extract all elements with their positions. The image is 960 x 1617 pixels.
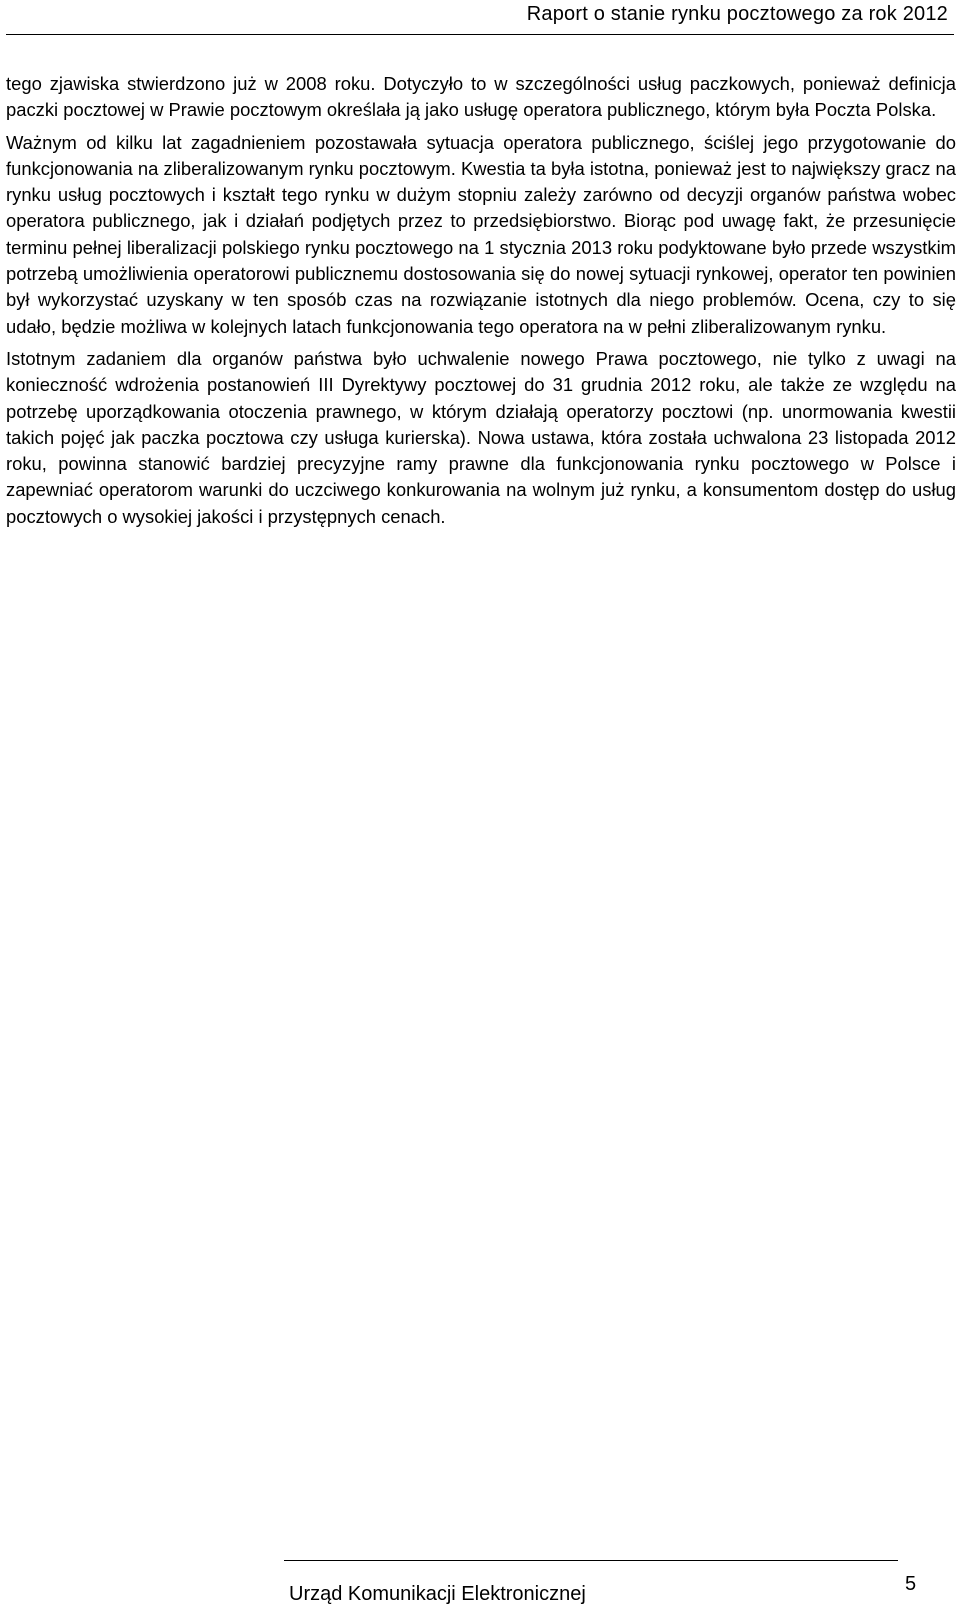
paragraph-2: Ważnym od kilku lat zagadnieniem pozostawała sytuacja operatora publicznego, ściślej jego przygotowanie do funkcjonowania na zliberalizowanym rynku pocztowym. Kwestia ta była istotna, ponieważ jest to największy gracz na rynku usług pocztowych i kształt tego rynku w dużym stopniu zależy zarówno od decyzji organów państwa wobec operatora publicznego, jak i działań podjętych przez to przedsiębiorstwo. Biorąc pod uwagę fakt, że przesunięcie terminu pełnej liberalizacji polskiego rynku pocztowego na 1 stycznia 2013 roku podyktowane było przede wszystkim potrzebą umożliwienia operatorowi publicznemu dostosowania się do nowej sytuacji rynkowej, operator ten powinien był wykorzystać uzyskany w ten sposób czas na rozwiązanie istotnych dla niego problemów. Ocena, czy to się udało, będzie możliwa w kolejnych latach funkcjonowania tego operatora na w pełni zliberalizowanym rynku. (6, 131, 956, 337)
page-footer (6, 1560, 900, 1612)
footer-organization: Urząd Komunikacji Elektronicznej (289, 1583, 586, 1605)
page-number: 5 (905, 1573, 917, 1595)
paragraph-3: Istotnym zadaniem dla organów państwa było uchwalenie nowego Prawa pocztowego, nie tylko z uwagi na konieczność wdrożenia postanowień III Dyrektywy pocztowej do 31 grudnia 2012 roku, ale także ze względu na potrzebę uporządkowania otoczenia prawnego, w którym działają operatorzy pocztowi (np. unormowania kwestii takich pojęć jak paczka pocztowa czy usługa kurierska). Nowa ustawa, która została uchwalona 23 listopada 2012 roku, powinna stanowić bardziej precyzyjne ramy prawne dla funkcjonowania rynku pocztowego w Polsce i zapewniać operatorom warunki do uczciwego konkurowania na wolnym już rynku, a konsumentom dostęp do usług pocztowych o wysokiej jakości i przystępnych cenach. (6, 347, 956, 527)
footer-divider (284, 1560, 898, 1561)
document-title: Raport o stanie rynku pocztowego za rok 2012 (526, 3, 948, 25)
document-body (6, 71, 956, 530)
paragraph-1: tego zjawiska stwierdzono już w 2008 roku. Dotyczyło to w szczególności usług paczkowych, ponieważ definicja paczki pocztowej w Prawie pocztowym określała ją jako usługę operatora publicznego, którym była Poczta Polska. (6, 73, 956, 121)
page-header (6, 0, 954, 35)
